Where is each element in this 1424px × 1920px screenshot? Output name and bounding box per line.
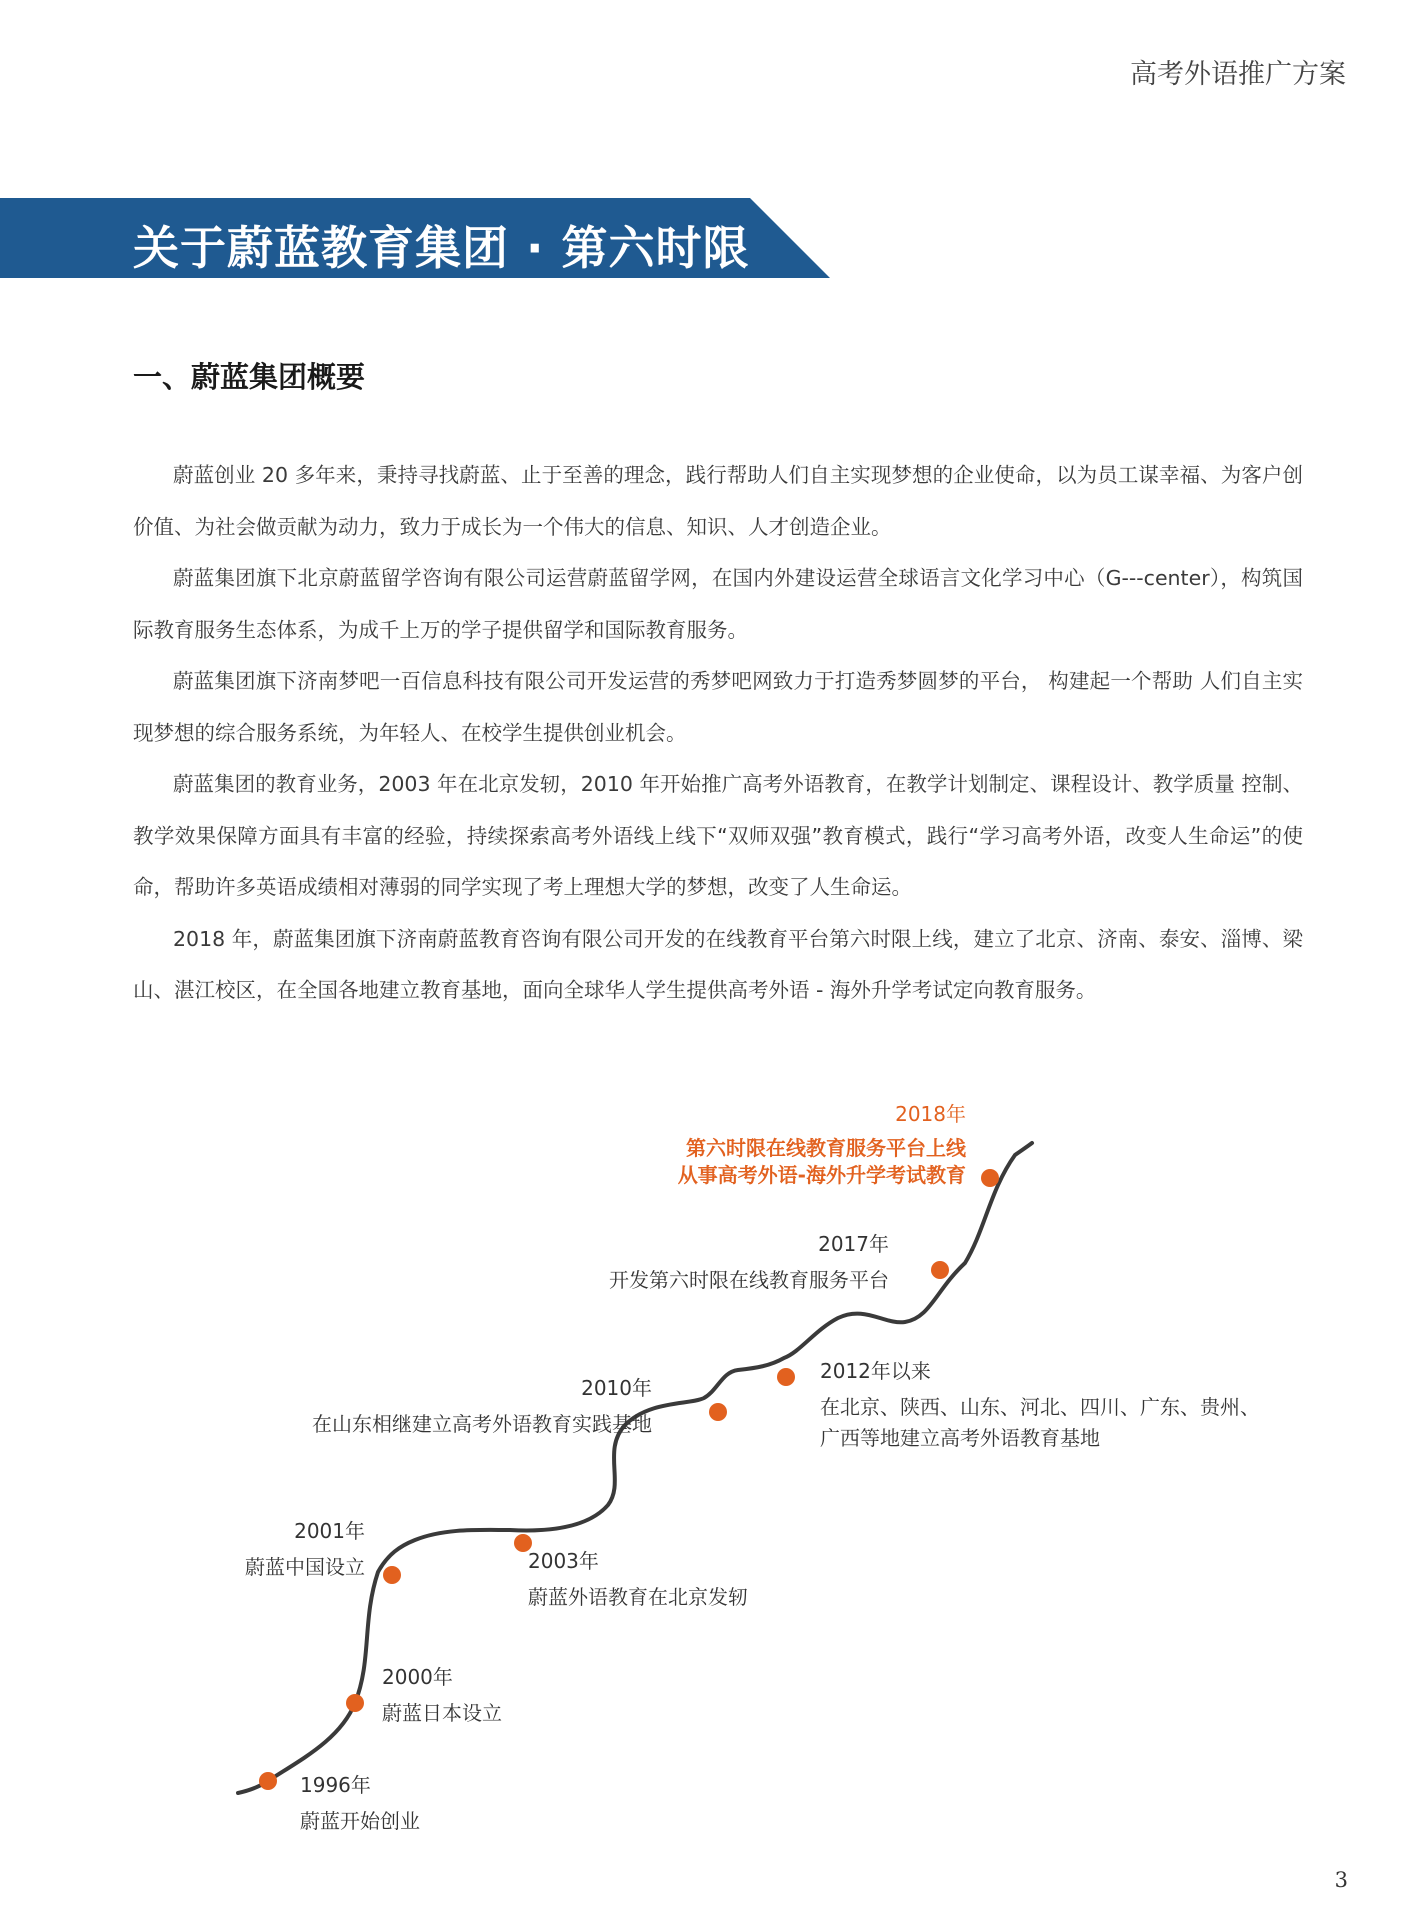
timeline-dot <box>383 1566 401 1584</box>
timeline-year: 2000年 <box>382 1665 453 1689</box>
timeline-description: 在北京、陕西、山东、河北、四川、广东、贵州、 <box>820 1395 1260 1419</box>
timeline-dot <box>981 1169 999 1187</box>
timeline-dot <box>709 1403 727 1421</box>
timeline-description: 蔚蓝外语教育在北京发轫 <box>528 1585 748 1609</box>
timeline-year: 2001年 <box>294 1519 365 1543</box>
timeline-description: 在山东相继建立高考外语教育实践基地 <box>312 1412 652 1436</box>
page-number: 3 <box>1334 1868 1348 1892</box>
timeline-description: 广西等地建立高考外语教育基地 <box>820 1426 1100 1450</box>
body-text <box>133 450 1303 1017</box>
section-heading: 一、蔚蓝集团概要 <box>133 360 366 394</box>
timeline-description: 蔚蓝日本设立 <box>382 1701 502 1725</box>
timeline-year: 2017年 <box>818 1232 889 1256</box>
timeline-year: 2012年以来 <box>820 1359 931 1383</box>
banner-title: 关于蔚蓝教育集团 · 第六时限 <box>133 221 750 275</box>
timeline-description: 开发第六时限在线教育服务平台 <box>609 1268 889 1292</box>
paragraph: 蔚蓝集团旗下北京蔚蓝留学咨询有限公司运营蔚蓝留学网，在国内外建设运营全球语言文化学习中心（G---center），构筑国际教育服务生态体系，为成千上万的学子提供留学和国际教育服务。 <box>133 566 1303 642</box>
timeline-description: 蔚蓝中国设立 <box>245 1555 365 1579</box>
timeline-year: 2018年 <box>895 1102 966 1126</box>
timeline <box>0 1080 1424 1860</box>
paragraph: 2018 年，蔚蓝集团旗下济南蔚蓝教育咨询有限公司开发的在线教育平台第六时限上线，建立了北京、济南、泰安、淄博、梁山、湛江校区，在全国各地建立教育基地，面向全球华人学生提供高考外语 - 海外升学考试定向教育服务。 <box>133 926 1303 1002</box>
header-title: 高考外语推广方案 <box>1130 59 1346 90</box>
timeline-year: 1996年 <box>300 1773 371 1797</box>
timeline-dot <box>777 1368 795 1386</box>
paragraph: 蔚蓝集团的教育业务，2003 年在北京发轫，2010 年开始推广高考外语教育，在教学计划制定、课程设计、教学质量 控制、教学效果保障方面具有丰富的经验，持续探索高考外语线上线下“双师双强”教育模式，践行“学习高考外语，改变人生命运”的使命，帮助许多英语成绩相对薄弱的同学实现了考上理想大学的梦想，改变了人生命运。 <box>133 772 1303 899</box>
timeline-description: 第六时限在线教育服务平台上线 <box>686 1136 966 1160</box>
timeline-year: 2003年 <box>528 1549 599 1573</box>
timeline-dot <box>259 1772 277 1790</box>
timeline-dot <box>346 1694 364 1712</box>
timeline-description: 从事高考外语-海外升学考试教育 <box>677 1163 966 1187</box>
timeline-year: 2010年 <box>581 1376 652 1400</box>
paragraph: 蔚蓝集团旗下济南梦吧一百信息科技有限公司开发运营的秀梦吧网致力于打造秀梦圆梦的平台， 构建起一个帮助 人们自主实现梦想的综合服务系统，为年轻人、在校学生提供创业机会。 <box>133 669 1303 745</box>
timeline-dot <box>931 1261 949 1279</box>
timeline-description: 蔚蓝开始创业 <box>300 1809 420 1833</box>
paragraph: 蔚蓝创业 20 多年来，秉持寻找蔚蓝、止于至善的理念，践行帮助人们自主实现梦想的企业使命，以为员工谋幸福、为客户创价值、为社会做贡献为动力，致力于成长为一个伟大的信息、知识、人才创造企业。 <box>133 463 1303 539</box>
